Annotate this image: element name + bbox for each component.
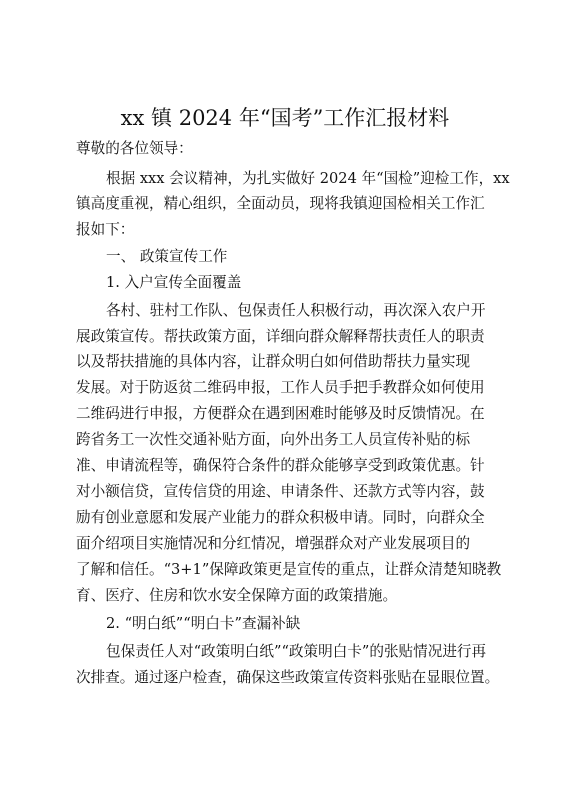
- subsection-heading: 1. 入户宣传全面覆盖: [106, 274, 242, 291]
- intro-line: 根据 xxx 会议精神，为扎实做好 2024 年“国检”迎检工作，xx: [106, 170, 510, 187]
- salutation: 尊敬的各位领导：: [76, 140, 193, 157]
- paragraph-line: 发展。对于防返贫二维码申报，工作人员手把手教群众如何使用: [76, 379, 485, 396]
- paragraph-line: 包保责任人对“政策明白纸”“政策明白卡”的张贴情况进行再: [106, 643, 487, 660]
- intro-line: 报如下：: [76, 221, 135, 238]
- intro-line: 镇高度重视，精心组织，全面动员，现将我镇迎国检相关工作汇: [76, 195, 485, 212]
- paragraph-line: 面介绍项目实施情况和分红情况，增强群众对产业发展项目的: [76, 535, 471, 552]
- paragraph-line: 了解和信任。“3+1”保障政策更是宣传的重点，让群众清楚知晓教: [76, 561, 502, 578]
- paragraph-line: 二维码进行申报，方便群众在遇到困难时能够及时反馈情况。在: [76, 405, 485, 422]
- paragraph-line: 各村、驻村工作队、包保责任人积极行动，再次深入农户开: [106, 302, 486, 319]
- document-title: xx 镇 2024 年“国考”工作汇报材料: [120, 106, 450, 130]
- paragraph-line: 励有创业意愿和发展产业能力的群众积极申请。同时，向群众全: [76, 509, 485, 526]
- paragraph-line: 跨省务工一次性交通补贴方面，向外出务工人员宣传补贴的标: [76, 431, 471, 448]
- paragraph-line: 育、医疗、住房和饮水安全保障方面的政策措施。: [76, 587, 398, 604]
- paragraph-line: 展政策宣传。帮扶政策方面，详细向群众解释帮扶责任人的职责: [76, 328, 485, 345]
- section-heading: 一、 政策宣传工作: [106, 248, 228, 265]
- paragraph-line: 对小额信贷，宣传信贷的用途、申请条件、还款方式等内容，鼓: [76, 483, 485, 500]
- subsection-heading: 2. “明白纸”“明白卡”查漏补缺: [106, 615, 301, 632]
- paragraph-line: 以及帮扶措施的具体内容，让群众明白如何借助帮扶力量实现: [76, 353, 471, 370]
- paragraph-line: 次排查。通过逐户检查，确保这些政策宣传资料张贴在显眼位置。: [76, 669, 500, 686]
- paragraph-line: 准、申请流程等，确保符合条件的群众能够享受到政策优惠。针: [76, 457, 485, 474]
